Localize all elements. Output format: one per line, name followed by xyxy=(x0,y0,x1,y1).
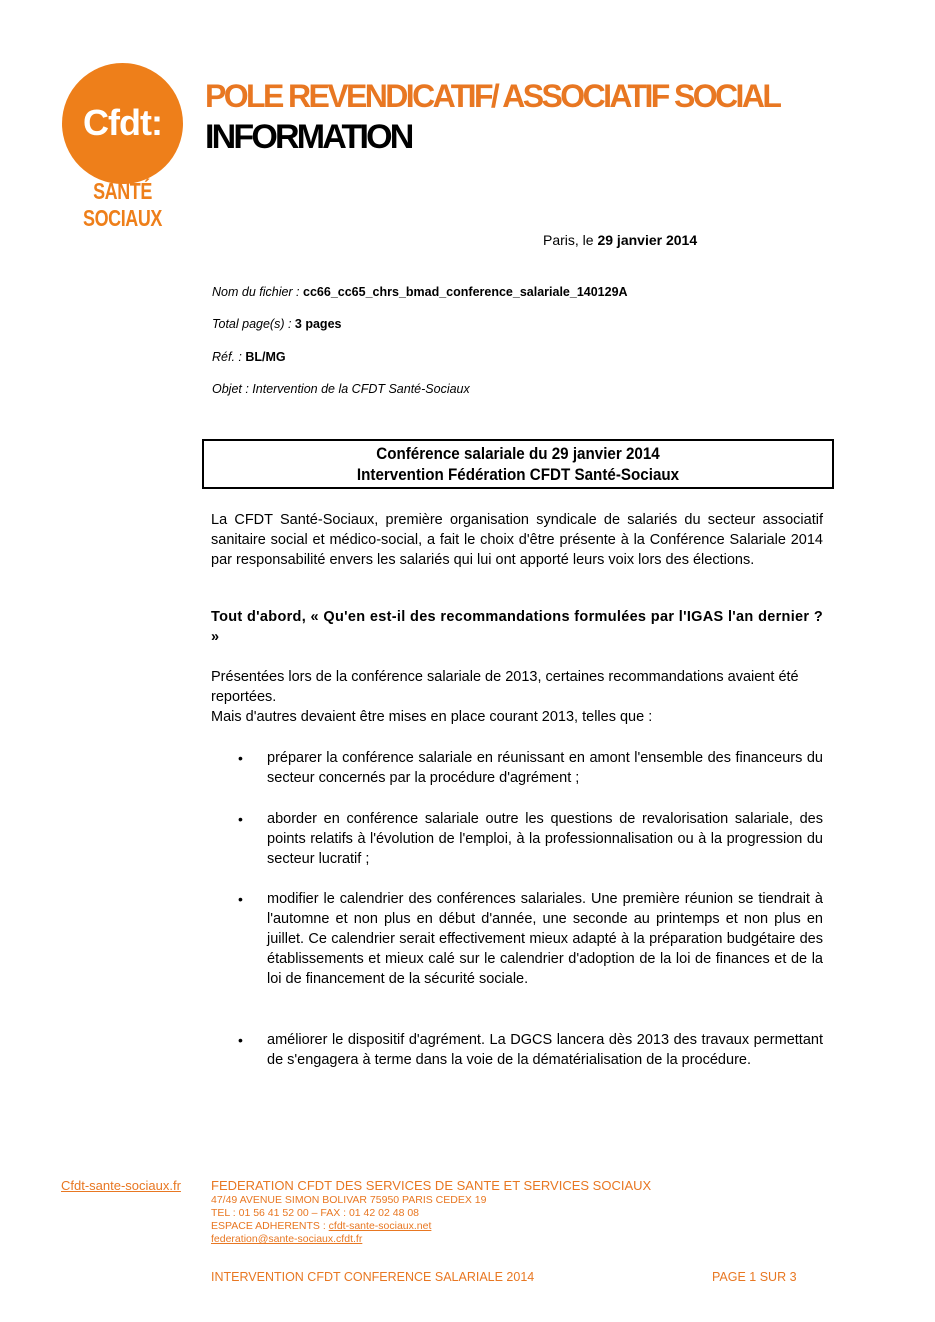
intro-paragraph: La CFDT Santé-Sociaux, première organisation syndicale de salariés du secteur associatif sanitaire social et médico-social, a fait le choix d'être présente à la Conférence Salariale 2014 par responsabilité envers les salariés qui lui ont apporté leurs voix lors des élections. xyxy=(211,512,823,568)
filename-label: Nom du fichier : xyxy=(212,285,304,299)
date-prefix: Paris, le xyxy=(543,232,598,248)
pages-label: Total page(s) : xyxy=(212,317,295,331)
federation-address: 47/49 AVENUE SIMON BOLIVAR 75950 PARIS CEDEX 19 xyxy=(211,1194,487,1206)
title-box xyxy=(202,439,834,489)
filename-value: cc66_cc65_chrs_bmad_conference_salariale_140129A xyxy=(303,285,628,299)
paragraph-2-line2: Mais d'autres devaient être mises en place courant 2013, telles que : xyxy=(211,709,653,725)
list-item-text: modifier le calendrier des conférences salariales. Une première réunion se tiendrait à l'automne et non plus en début d'année, une seconde au printemps et non plus en juillet. Ce calendrier serait effectivement mieux adapté à la préparation budgétaire des établissements et mieux calé sur le calendrier d'adoption de la loi de finances et de la loi de financement de la sécurité sociale. xyxy=(267,891,823,987)
members-space xyxy=(211,1220,431,1233)
title-line1: Conférence salariale du 29 janvier 2014 xyxy=(376,445,660,463)
list-item xyxy=(238,1030,823,1070)
federation-phone: TEL : 01 56 41 52 00 – FAX : 01 42 02 48 08 xyxy=(211,1207,420,1219)
members-label: ESPACE ADHERENTS : xyxy=(211,1220,329,1232)
members-link[interactable]: cfdt-sante-sociaux.net xyxy=(328,1220,432,1232)
date-value: 29 janvier 2014 xyxy=(597,232,698,248)
logo-sub-line2: SOCIAUX xyxy=(82,205,162,231)
information-title: INFORMATION xyxy=(205,118,412,156)
date-line xyxy=(543,232,697,248)
footer-doc-title: INTERVENTION CFDT CONFERENCE SALARIALE 2014 xyxy=(211,1270,535,1284)
website-link[interactable]: Cfdt-sante-sociaux.fr xyxy=(61,1178,181,1193)
list-item xyxy=(238,889,823,989)
cfdt-logo-subtitle xyxy=(75,178,169,232)
pages-value: 3 pages xyxy=(294,317,342,331)
ref-value: BL/MG xyxy=(245,350,286,364)
bullet-icon: • xyxy=(238,750,243,766)
list-item-text: améliorer le dispositif d'agrément. La DGCS lancera dès 2013 des travaux permettant de s'engagera à terme dans la voie de la dématérialisation de la procédure. xyxy=(267,1032,823,1068)
bullet-icon: • xyxy=(238,811,243,827)
federation-name: FEDERATION CFDT DES SERVICES DE SANTE ET SERVICES SOCIAUX xyxy=(211,1178,652,1193)
email-line xyxy=(211,1233,362,1246)
object-label: Objet : Intervention de la CFDT Santé-Sociaux xyxy=(212,382,470,396)
page-indicator: PAGE 1 SUR 3 xyxy=(712,1270,797,1284)
pole-title: POLE REVENDICATIF/ ASSOCIATIF SOCIAL xyxy=(205,78,780,114)
meta-ref xyxy=(212,350,286,364)
paragraph-2-line1: Présentées lors de la conférence salariale de 2013, certaines recommandations avaient été reportées. xyxy=(211,669,799,705)
list-item-text: aborder en conférence salariale outre les questions de revalorisation salariale, des points relatifs à l'évolution de l'emploi, à la professionnalisation ou à la progression du secteur lucratif ; xyxy=(267,811,823,867)
bullet-icon: • xyxy=(238,1032,243,1048)
question-heading: Tout d'abord, « Qu'en est-il des recommandations formulées par l'IGAS l'an dernier ? » xyxy=(211,609,823,645)
cfdt-logo-text: Cfdt: xyxy=(83,102,162,143)
ref-label: Réf. : xyxy=(212,350,246,364)
list-item xyxy=(238,809,823,869)
meta-filename xyxy=(212,285,628,299)
email-link[interactable]: federation@sante-sociaux.cfdt.fr xyxy=(211,1233,363,1245)
list-item xyxy=(238,748,823,788)
title-line2: Intervention Fédération CFDT Santé-Sociaux xyxy=(356,466,680,484)
meta-pages xyxy=(212,317,341,331)
list-item-text: préparer la conférence salariale en réunissant en amont l'ensemble des financeurs du secteur concernés par la procédure d'agrément ; xyxy=(267,750,823,786)
meta-object xyxy=(212,382,470,396)
logo-sub-line1: SANTÉ xyxy=(93,178,152,204)
bullet-icon: • xyxy=(238,891,243,907)
paragraph-2 xyxy=(211,667,823,727)
